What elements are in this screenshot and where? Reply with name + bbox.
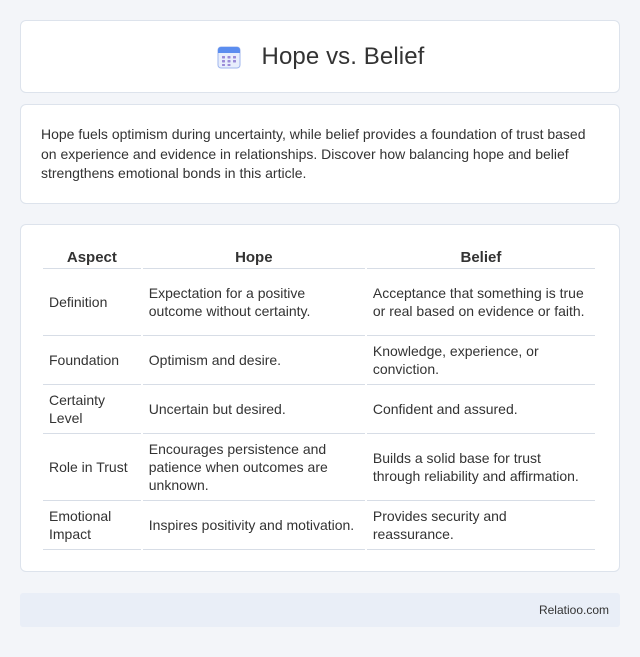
header-belief: Belief xyxy=(367,245,595,269)
hope-cell: Inspires positivity and motivation. xyxy=(143,501,365,550)
page-header xyxy=(20,20,620,93)
table-row xyxy=(43,501,595,550)
belief-cell: Provides security and reassurance. xyxy=(367,501,595,550)
table-header-row xyxy=(43,245,595,269)
aspect-cell: Role in Trust xyxy=(43,434,141,501)
table-row xyxy=(43,336,595,385)
belief-cell: Confident and assured. xyxy=(367,385,595,434)
aspect-cell: Foundation xyxy=(43,336,141,385)
footer-brand[interactable]: Relatioo.com xyxy=(538,603,609,617)
comparison-table xyxy=(41,245,597,550)
table-row xyxy=(43,385,595,434)
page-footer xyxy=(20,593,620,627)
intro-card xyxy=(20,104,620,204)
table-row xyxy=(43,434,595,501)
header-hope: Hope xyxy=(143,245,365,269)
aspect-cell: Emotional Impact xyxy=(43,501,141,550)
table-row xyxy=(43,269,595,336)
aspect-cell: Definition xyxy=(43,269,141,336)
belief-cell: Knowledge, experience, or conviction. xyxy=(367,336,595,385)
belief-cell: Builds a solid base for trust through reliability and affirmation. xyxy=(367,434,595,501)
belief-cell: Acceptance that something is true or real based on evidence or faith. xyxy=(367,269,595,336)
calendar-icon xyxy=(216,44,242,70)
aspect-cell: Certainty Level xyxy=(43,385,141,434)
comparison-card xyxy=(20,224,620,572)
hope-cell: Uncertain but desired. xyxy=(143,385,365,434)
header-aspect: Aspect xyxy=(43,245,141,269)
hope-cell: Encourages persistence and patience when outcomes are unknown. xyxy=(143,434,365,501)
page-title: Hope vs. Belief xyxy=(261,42,425,70)
intro-text: Hope fuels optimism during uncertainty, while belief provides a foundation of trust based on experience and evidence in relationships. Discover how balancing hope and belief strengthens emotional bonds in this article. xyxy=(41,126,586,181)
hope-cell: Expectation for a positive outcome without certainty. xyxy=(143,269,365,336)
hope-cell: Optimism and desire. xyxy=(143,336,365,385)
